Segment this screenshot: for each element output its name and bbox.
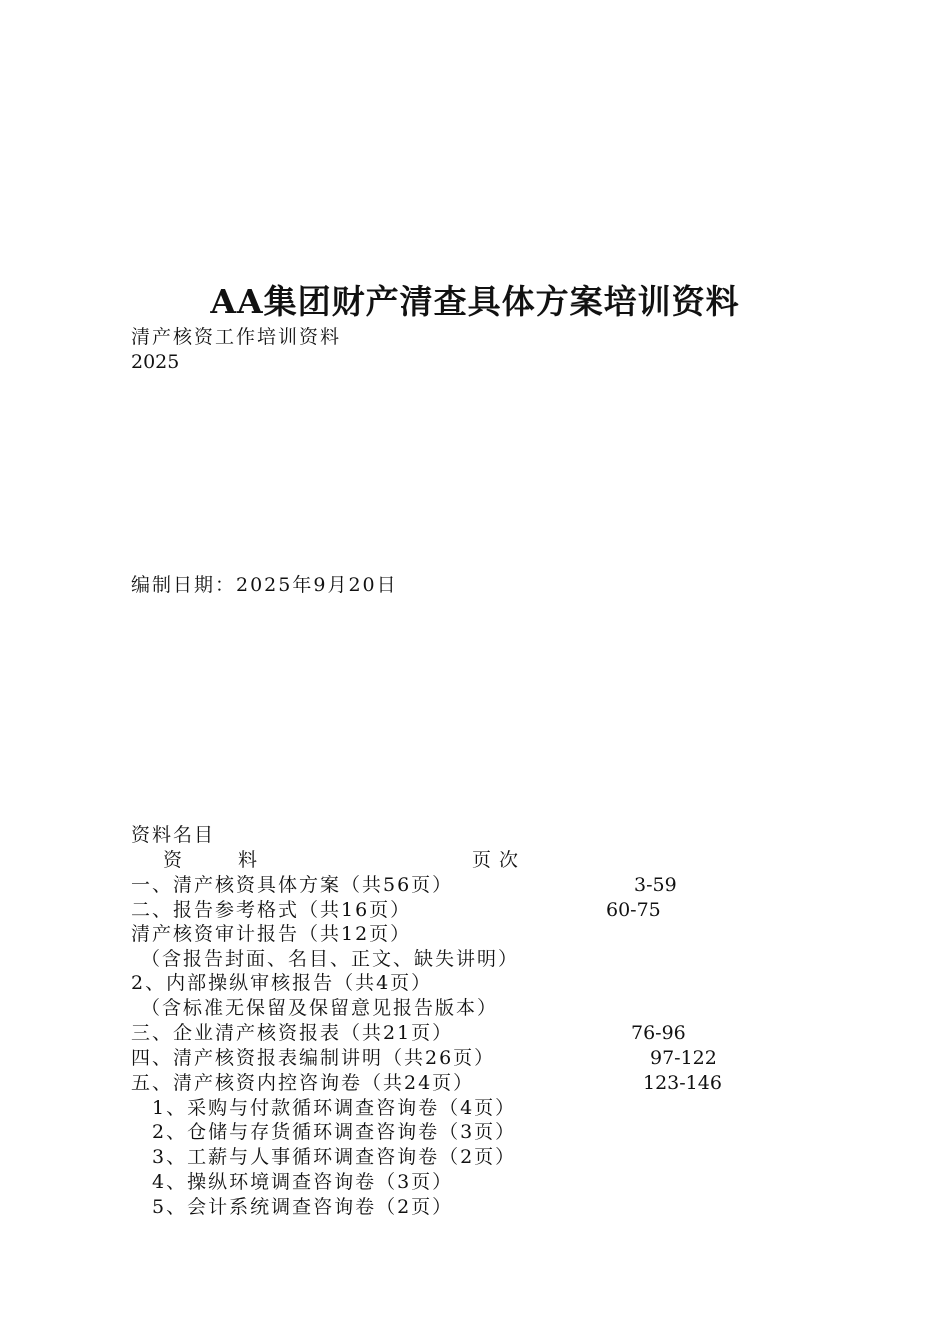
list-item: 3、工薪与人事循环调查咨询卷（2页） [152,1146,517,1168]
list-item: 三、企业清产核资报表（共21页） [131,1022,454,1044]
list-item: 四、清产核资报表编制讲明（共26页） [131,1047,496,1069]
list-item: 1、采购与付款循环调查咨询卷（4页） [152,1097,517,1119]
list-item: 2、仓储与存货循环调查咨询卷（3页） [152,1121,517,1143]
list-item: 清产核资审计报告（共12页） [131,923,412,945]
contents-column-material: 资 料 [163,849,264,871]
contents-heading: 资料名目 [131,824,216,846]
list-item-pages: 123-146 [643,1072,722,1094]
list-item: 一、清产核资具体方案（共56页） [131,874,454,896]
list-item: 五、清产核资内控咨询卷（共24页） [131,1072,475,1094]
list-item-pages: 76-96 [631,1022,686,1044]
list-item: 2、内部操纵审核报告（共4页） [131,972,433,994]
list-item: 5、会计系统调查咨询卷（2页） [152,1196,454,1218]
document-title: AA集团财产清查具体方案培训资料 [210,282,740,321]
contents-column-page: 页次 [472,849,527,871]
document-year: 2025 [131,351,180,373]
list-item: （含标准无保留及保留意见报告版本） [141,997,499,1019]
list-item-pages: 97-122 [650,1047,717,1069]
list-item: 二、报告参考格式（共16页） [131,899,412,921]
compile-date: 编制日期：2025年9月20日 [131,574,398,596]
document-subtitle: 清产核资工作培训资料 [131,326,342,348]
list-item-pages: 60-75 [606,899,661,921]
list-item: 4、操纵环境调查咨询卷（3页） [152,1171,454,1193]
list-item: （含报告封面、名目、正文、缺失讲明） [141,948,520,970]
list-item-pages: 3-59 [634,874,677,896]
